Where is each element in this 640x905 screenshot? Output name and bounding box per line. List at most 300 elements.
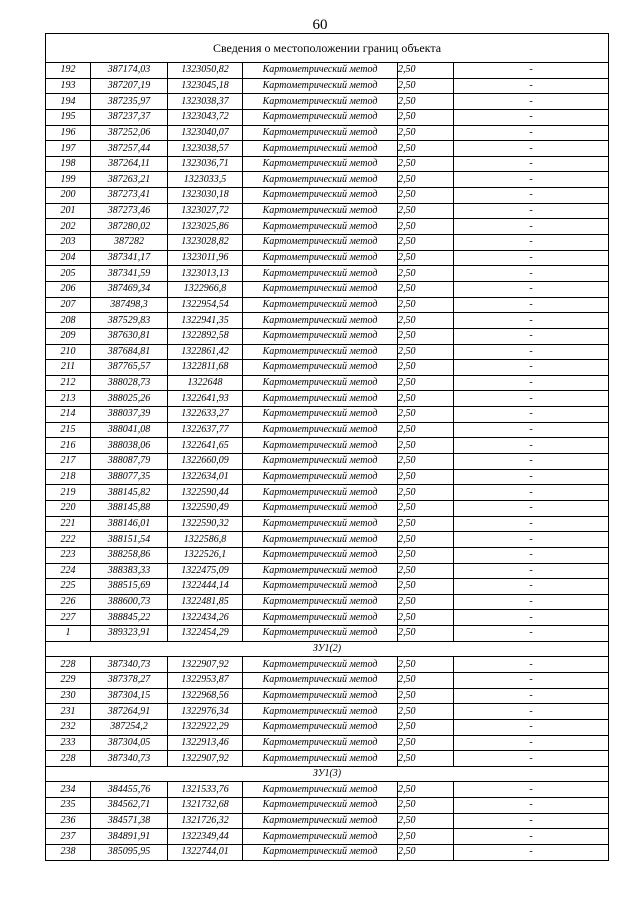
- table-row: [46, 94, 609, 110]
- method-cell: Картометрический метод: [243, 782, 398, 798]
- method-cell: Картометрический метод: [243, 672, 398, 688]
- x-coordinate-cell: 388151,54: [91, 532, 168, 548]
- point-number-cell: 200: [46, 188, 91, 204]
- method-cell: Картометрический метод: [243, 219, 398, 235]
- point-number-cell: 223: [46, 547, 91, 563]
- point-number-cell: 207: [46, 297, 91, 313]
- table-row: [46, 219, 609, 235]
- y-coordinate-cell: 1321533,76: [168, 782, 243, 798]
- accuracy-cell: 2,50: [398, 172, 454, 188]
- accuracy-cell: 2,50: [398, 829, 454, 845]
- y-coordinate-cell: 1322590,32: [168, 516, 243, 532]
- method-cell: Картометрический метод: [243, 626, 398, 642]
- y-coordinate-cell: 1322586,8: [168, 532, 243, 548]
- y-coordinate-cell: 1322913,46: [168, 735, 243, 751]
- accuracy-cell: 2,50: [398, 141, 454, 157]
- x-coordinate-cell: 388087,79: [91, 454, 168, 470]
- section-label: ЗУ1(2): [46, 641, 609, 657]
- y-coordinate-cell: 1322660,09: [168, 454, 243, 470]
- method-cell: Картометрический метод: [243, 78, 398, 94]
- y-coordinate-cell: 1323043,72: [168, 109, 243, 125]
- accuracy-cell: 2,50: [398, 78, 454, 94]
- table-row: [46, 391, 609, 407]
- x-coordinate-cell: 387378,27: [91, 672, 168, 688]
- method-cell: Картометрический метод: [243, 516, 398, 532]
- method-cell: Картометрический метод: [243, 250, 398, 266]
- point-number-cell: 197: [46, 141, 91, 157]
- method-cell: Картометрический метод: [243, 156, 398, 172]
- y-coordinate-cell: 1322481,85: [168, 594, 243, 610]
- y-coordinate-cell: 1322434,26: [168, 610, 243, 626]
- method-cell: Картометрический метод: [243, 579, 398, 595]
- description-cell: -: [454, 454, 609, 470]
- description-cell: -: [454, 438, 609, 454]
- description-cell: -: [454, 328, 609, 344]
- point-number-cell: 205: [46, 266, 91, 282]
- point-number-cell: 231: [46, 704, 91, 720]
- description-cell: -: [454, 516, 609, 532]
- accuracy-cell: 2,50: [398, 798, 454, 814]
- x-coordinate-cell: 385095,95: [91, 845, 168, 861]
- table-row: [46, 485, 609, 501]
- table-row: [46, 829, 609, 845]
- method-cell: Картометрический метод: [243, 829, 398, 845]
- y-coordinate-cell: 1322922,29: [168, 719, 243, 735]
- page-number: 60: [312, 17, 328, 33]
- table-row: [46, 547, 609, 563]
- y-coordinate-cell: 1323030,18: [168, 188, 243, 204]
- accuracy-cell: 2,50: [398, 313, 454, 329]
- x-coordinate-cell: 388037,39: [91, 407, 168, 423]
- method-cell: Картометрический метод: [243, 63, 398, 79]
- x-coordinate-cell: 387273,41: [91, 188, 168, 204]
- table-row: [46, 594, 609, 610]
- x-coordinate-cell: 387684,81: [91, 344, 168, 360]
- section-row: [46, 641, 609, 657]
- accuracy-cell: 2,50: [398, 610, 454, 626]
- table-row: [46, 266, 609, 282]
- accuracy-cell: 2,50: [398, 688, 454, 704]
- point-number-cell: 208: [46, 313, 91, 329]
- y-coordinate-cell: 1322968,56: [168, 688, 243, 704]
- method-cell: Картометрический метод: [243, 94, 398, 110]
- description-cell: -: [454, 626, 609, 642]
- table-row: [46, 328, 609, 344]
- y-coordinate-cell: 1322953,87: [168, 672, 243, 688]
- point-number-cell: 209: [46, 328, 91, 344]
- x-coordinate-cell: 387254,2: [91, 719, 168, 735]
- point-number-cell: 229: [46, 672, 91, 688]
- description-cell: -: [454, 532, 609, 548]
- y-coordinate-cell: 1322744,01: [168, 845, 243, 861]
- table-row: [46, 579, 609, 595]
- x-coordinate-cell: 388515,69: [91, 579, 168, 595]
- method-cell: Картометрический метод: [243, 610, 398, 626]
- y-coordinate-cell: 1323025,86: [168, 219, 243, 235]
- method-cell: Картометрический метод: [243, 422, 398, 438]
- y-coordinate-cell: 1323011,96: [168, 250, 243, 266]
- x-coordinate-cell: 387257,44: [91, 141, 168, 157]
- section-label: ЗУ1(3): [46, 766, 609, 782]
- y-coordinate-cell: 1322907,92: [168, 657, 243, 673]
- description-cell: -: [454, 704, 609, 720]
- x-coordinate-cell: 387264,11: [91, 156, 168, 172]
- table-row: [46, 63, 609, 79]
- accuracy-cell: 2,50: [398, 485, 454, 501]
- method-cell: Картометрический метод: [243, 407, 398, 423]
- accuracy-cell: 2,50: [398, 188, 454, 204]
- description-cell: -: [454, 141, 609, 157]
- point-number-cell: 221: [46, 516, 91, 532]
- table-row: [46, 610, 609, 626]
- y-coordinate-cell: 1322590,44: [168, 485, 243, 501]
- y-coordinate-cell: 1322641,65: [168, 438, 243, 454]
- description-cell: -: [454, 235, 609, 251]
- method-cell: Картометрический метод: [243, 203, 398, 219]
- point-number-cell: 235: [46, 798, 91, 814]
- description-cell: -: [454, 485, 609, 501]
- x-coordinate-cell: 387529,83: [91, 313, 168, 329]
- point-number-cell: 204: [46, 250, 91, 266]
- table-row: [46, 78, 609, 94]
- accuracy-cell: 2,50: [398, 297, 454, 313]
- description-cell: -: [454, 579, 609, 595]
- point-number-cell: 237: [46, 829, 91, 845]
- description-cell: -: [454, 78, 609, 94]
- description-cell: -: [454, 563, 609, 579]
- description-cell: -: [454, 360, 609, 376]
- point-number-cell: 206: [46, 281, 91, 297]
- x-coordinate-cell: 387469,34: [91, 281, 168, 297]
- description-cell: -: [454, 657, 609, 673]
- table-row: [46, 172, 609, 188]
- description-cell: -: [454, 500, 609, 516]
- description-cell: -: [454, 391, 609, 407]
- point-number-cell: 194: [46, 94, 91, 110]
- y-coordinate-cell: 1322811,68: [168, 360, 243, 376]
- description-cell: -: [454, 610, 609, 626]
- accuracy-cell: 2,50: [398, 579, 454, 595]
- table-row: [46, 688, 609, 704]
- description-cell: -: [454, 688, 609, 704]
- point-number-cell: 1: [46, 626, 91, 642]
- description-cell: -: [454, 845, 609, 861]
- x-coordinate-cell: 387304,15: [91, 688, 168, 704]
- description-cell: -: [454, 219, 609, 235]
- table-row: [46, 735, 609, 751]
- table-row: [46, 672, 609, 688]
- description-cell: -: [454, 63, 609, 79]
- accuracy-cell: 2,50: [398, 156, 454, 172]
- x-coordinate-cell: 388146,01: [91, 516, 168, 532]
- description-cell: -: [454, 203, 609, 219]
- method-cell: Картометрический метод: [243, 297, 398, 313]
- description-cell: -: [454, 172, 609, 188]
- table-row: [46, 407, 609, 423]
- y-coordinate-cell: 1322475,09: [168, 563, 243, 579]
- boundary-coordinates-table: [45, 33, 609, 861]
- description-cell: -: [454, 719, 609, 735]
- y-coordinate-cell: 1321726,32: [168, 813, 243, 829]
- table-row: [46, 454, 609, 470]
- point-number-cell: 225: [46, 579, 91, 595]
- y-coordinate-cell: 1323040,07: [168, 125, 243, 141]
- point-number-cell: 233: [46, 735, 91, 751]
- point-number-cell: 232: [46, 719, 91, 735]
- description-cell: -: [454, 829, 609, 845]
- y-coordinate-cell: 1322941,35: [168, 313, 243, 329]
- description-cell: -: [454, 250, 609, 266]
- description-cell: -: [454, 156, 609, 172]
- method-cell: Картометрический метод: [243, 172, 398, 188]
- y-coordinate-cell: 1322907,92: [168, 751, 243, 767]
- y-coordinate-cell: 1322637,77: [168, 422, 243, 438]
- description-cell: -: [454, 407, 609, 423]
- x-coordinate-cell: 387174,03: [91, 63, 168, 79]
- table-row: [46, 657, 609, 673]
- description-cell: -: [454, 375, 609, 391]
- table-row: [46, 250, 609, 266]
- method-cell: Картометрический метод: [243, 141, 398, 157]
- point-number-cell: 196: [46, 125, 91, 141]
- table-row: [46, 313, 609, 329]
- accuracy-cell: 2,50: [398, 813, 454, 829]
- accuracy-cell: 2,50: [398, 203, 454, 219]
- accuracy-cell: 2,50: [398, 594, 454, 610]
- method-cell: Картометрический метод: [243, 500, 398, 516]
- x-coordinate-cell: 388028,73: [91, 375, 168, 391]
- y-coordinate-cell: 1323027,72: [168, 203, 243, 219]
- table-row: [46, 500, 609, 516]
- table-row: [46, 532, 609, 548]
- x-coordinate-cell: 387304,05: [91, 735, 168, 751]
- x-coordinate-cell: 387207,19: [91, 78, 168, 94]
- x-coordinate-cell: 384562,71: [91, 798, 168, 814]
- description-cell: -: [454, 313, 609, 329]
- y-coordinate-cell: 1322444,14: [168, 579, 243, 595]
- method-cell: Картометрический метод: [243, 438, 398, 454]
- description-cell: -: [454, 782, 609, 798]
- y-coordinate-cell: 1323028,82: [168, 235, 243, 251]
- y-coordinate-cell: 1323033,5: [168, 172, 243, 188]
- point-number-cell: 220: [46, 500, 91, 516]
- x-coordinate-cell: 388145,88: [91, 500, 168, 516]
- point-number-cell: 201: [46, 203, 91, 219]
- point-number-cell: 227: [46, 610, 91, 626]
- accuracy-cell: 2,50: [398, 454, 454, 470]
- point-number-cell: 217: [46, 454, 91, 470]
- method-cell: Картометрический метод: [243, 469, 398, 485]
- method-cell: Картометрический метод: [243, 704, 398, 720]
- point-number-cell: 216: [46, 438, 91, 454]
- y-coordinate-cell: 1322526,1: [168, 547, 243, 563]
- accuracy-cell: 2,50: [398, 281, 454, 297]
- method-cell: Картометрический метод: [243, 798, 398, 814]
- y-coordinate-cell: 1323045,18: [168, 78, 243, 94]
- table-row: [46, 156, 609, 172]
- accuracy-cell: 2,50: [398, 125, 454, 141]
- accuracy-cell: 2,50: [398, 626, 454, 642]
- method-cell: Картометрический метод: [243, 391, 398, 407]
- table-row: [46, 704, 609, 720]
- table-row: [46, 813, 609, 829]
- x-coordinate-cell: 387340,73: [91, 751, 168, 767]
- accuracy-cell: 2,50: [398, 219, 454, 235]
- table-row: [46, 516, 609, 532]
- accuracy-cell: 2,50: [398, 344, 454, 360]
- point-number-cell: 228: [46, 657, 91, 673]
- accuracy-cell: 2,50: [398, 63, 454, 79]
- description-cell: -: [454, 547, 609, 563]
- y-coordinate-cell: 1322633,27: [168, 407, 243, 423]
- point-number-cell: 192: [46, 63, 91, 79]
- method-cell: Картометрический метод: [243, 735, 398, 751]
- accuracy-cell: 2,50: [398, 109, 454, 125]
- x-coordinate-cell: 388845,22: [91, 610, 168, 626]
- description-cell: -: [454, 297, 609, 313]
- method-cell: Картометрический метод: [243, 657, 398, 673]
- point-number-cell: 224: [46, 563, 91, 579]
- point-number-cell: 203: [46, 235, 91, 251]
- y-coordinate-cell: 1322641,93: [168, 391, 243, 407]
- x-coordinate-cell: 387252,06: [91, 125, 168, 141]
- point-number-cell: 202: [46, 219, 91, 235]
- method-cell: Картометрический метод: [243, 109, 398, 125]
- x-coordinate-cell: 387237,37: [91, 109, 168, 125]
- method-cell: Картометрический метод: [243, 719, 398, 735]
- method-cell: Картометрический метод: [243, 125, 398, 141]
- accuracy-cell: 2,50: [398, 438, 454, 454]
- method-cell: Картометрический метод: [243, 845, 398, 861]
- accuracy-cell: 2,50: [398, 547, 454, 563]
- x-coordinate-cell: 387273,46: [91, 203, 168, 219]
- y-coordinate-cell: 1322634,01: [168, 469, 243, 485]
- y-coordinate-cell: 1323038,57: [168, 141, 243, 157]
- table-row: [46, 203, 609, 219]
- table-row: [46, 360, 609, 376]
- x-coordinate-cell: 384891,91: [91, 829, 168, 845]
- accuracy-cell: 2,50: [398, 719, 454, 735]
- point-number-cell: 230: [46, 688, 91, 704]
- point-number-cell: 210: [46, 344, 91, 360]
- description-cell: -: [454, 344, 609, 360]
- x-coordinate-cell: 388025,26: [91, 391, 168, 407]
- y-coordinate-cell: 1322954,54: [168, 297, 243, 313]
- x-coordinate-cell: 387341,17: [91, 250, 168, 266]
- x-coordinate-cell: 387264,91: [91, 704, 168, 720]
- accuracy-cell: 2,50: [398, 845, 454, 861]
- y-coordinate-cell: 1322349,44: [168, 829, 243, 845]
- y-coordinate-cell: 1323013,13: [168, 266, 243, 282]
- accuracy-cell: 2,50: [398, 782, 454, 798]
- x-coordinate-cell: 387341,59: [91, 266, 168, 282]
- method-cell: Картометрический метод: [243, 454, 398, 470]
- table-row: [46, 297, 609, 313]
- x-coordinate-cell: 384571,38: [91, 813, 168, 829]
- table-row: [46, 235, 609, 251]
- y-coordinate-cell: 1322976,34: [168, 704, 243, 720]
- table-row: [46, 782, 609, 798]
- accuracy-cell: 2,50: [398, 328, 454, 344]
- method-cell: Картометрический метод: [243, 328, 398, 344]
- accuracy-cell: 2,50: [398, 500, 454, 516]
- description-cell: -: [454, 672, 609, 688]
- table-title: Сведения о местоположении границ объекта: [46, 34, 609, 63]
- description-cell: -: [454, 469, 609, 485]
- table-row: [46, 845, 609, 861]
- method-cell: Картометрический метод: [243, 485, 398, 501]
- method-cell: Картометрический метод: [243, 751, 398, 767]
- point-number-cell: 219: [46, 485, 91, 501]
- description-cell: -: [454, 798, 609, 814]
- point-number-cell: 212: [46, 375, 91, 391]
- x-coordinate-cell: 387280,02: [91, 219, 168, 235]
- table-row: [46, 798, 609, 814]
- description-cell: -: [454, 813, 609, 829]
- method-cell: Картометрический метод: [243, 532, 398, 548]
- accuracy-cell: 2,50: [398, 266, 454, 282]
- point-number-cell: 198: [46, 156, 91, 172]
- y-coordinate-cell: 1323038,37: [168, 94, 243, 110]
- description-cell: -: [454, 422, 609, 438]
- accuracy-cell: 2,50: [398, 407, 454, 423]
- y-coordinate-cell: 1322590,49: [168, 500, 243, 516]
- method-cell: Картометрический метод: [243, 375, 398, 391]
- description-cell: -: [454, 109, 609, 125]
- section-row: [46, 766, 609, 782]
- description-cell: -: [454, 266, 609, 282]
- table-row: [46, 125, 609, 141]
- x-coordinate-cell: 384455,76: [91, 782, 168, 798]
- y-coordinate-cell: 1322966,8: [168, 281, 243, 297]
- y-coordinate-cell: 1322454,29: [168, 626, 243, 642]
- description-cell: -: [454, 751, 609, 767]
- accuracy-cell: 2,50: [398, 360, 454, 376]
- method-cell: Картометрический метод: [243, 344, 398, 360]
- y-coordinate-cell: 1322648: [168, 375, 243, 391]
- point-number-cell: 228: [46, 751, 91, 767]
- description-cell: -: [454, 735, 609, 751]
- accuracy-cell: 2,50: [398, 704, 454, 720]
- description-cell: -: [454, 125, 609, 141]
- point-number-cell: 211: [46, 360, 91, 376]
- y-coordinate-cell: 1323036,71: [168, 156, 243, 172]
- point-number-cell: 234: [46, 782, 91, 798]
- description-cell: -: [454, 94, 609, 110]
- table-row: [46, 375, 609, 391]
- accuracy-cell: 2,50: [398, 672, 454, 688]
- table-row: [46, 344, 609, 360]
- table-row: [46, 438, 609, 454]
- x-coordinate-cell: 388038,06: [91, 438, 168, 454]
- accuracy-cell: 2,50: [398, 735, 454, 751]
- table-row: [46, 563, 609, 579]
- table-row: [46, 751, 609, 767]
- point-number-cell: 238: [46, 845, 91, 861]
- point-number-cell: 195: [46, 109, 91, 125]
- x-coordinate-cell: 388383,33: [91, 563, 168, 579]
- x-coordinate-cell: 387630,81: [91, 328, 168, 344]
- point-number-cell: 218: [46, 469, 91, 485]
- x-coordinate-cell: 388145,82: [91, 485, 168, 501]
- y-coordinate-cell: 1322861,42: [168, 344, 243, 360]
- x-coordinate-cell: 387498,3: [91, 297, 168, 313]
- table-row: [46, 469, 609, 485]
- table-row: [46, 141, 609, 157]
- method-cell: Картометрический метод: [243, 266, 398, 282]
- point-number-cell: 236: [46, 813, 91, 829]
- x-coordinate-cell: 387282: [91, 235, 168, 251]
